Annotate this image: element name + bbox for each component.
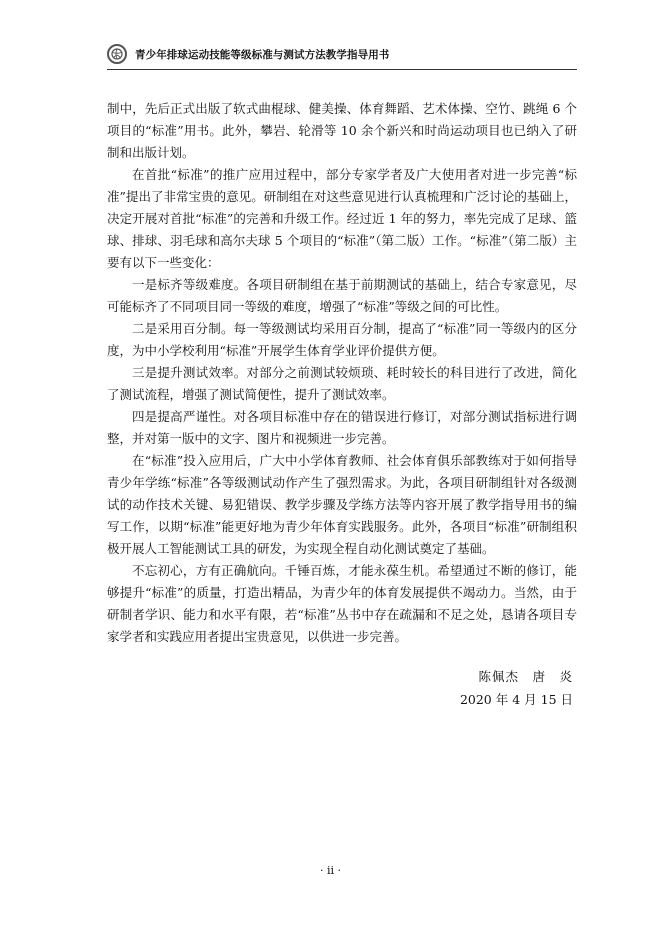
paragraph: 一是标齐等级难度。各项目研制组在基于前期测试的基础上，结合专家意见，尽可能标齐了不同项目同一等级的难度，增强了“标准”等级之间的可比性。: [107, 277, 577, 314]
volleyball-logo-icon: [107, 44, 127, 64]
signature-block: [460, 665, 573, 711]
page-number: · ii ·: [319, 864, 342, 877]
paragraph: 制中，先后正式出版了软式曲棍球、健美操、体育舞蹈、艺术体操、空竹、跳绳 6 个项目的“标准”用书。此外，攀岩、轮滑等 10 余个新兴和时尚运动项目也已纳入了研制和出版计划。: [107, 101, 577, 160]
paragraph: 二是采用百分制。每一等级测试均采用百分制，提高了“标准”同一等级内的区分度，为中小学校利用“标准”开展学生体育学业评价提供方便。: [107, 321, 577, 358]
paragraph: 在首批“标准”的推广应用过程中，部分专家学者及广大使用者对进一步完善“标准”提出了非常宝贵的意见。研制组在对这些意见进行认真梳理和广泛讨论的基础上，决定开展对首批“标准”的完善和升级工作。经过近 1 年的努力，率先完成了足球、篮球、排球、羽毛球和高尔夫球 5 个项目的“标准”（第二版）工作。“标准”（第二版）主要有以下一些变化：: [107, 167, 577, 270]
preface-body: [107, 98, 577, 648]
header-title: 青少年排球运动技能等级标准与测试方法教学指导用书: [135, 48, 390, 61]
author-names: 陈佩杰 唐 炎: [478, 669, 573, 684]
paragraph: 不忘初心，方有正确航向。千锤百炼，才能永葆生机。希望通过不断的修订，能够提升“标准”的质量，打造出精品，为青少年的体育发展提供不竭动力。当然，由于研制者学识、能力和水平有限，若“标准”丛书中存在疏漏和不足之处，恳请各项目专家学者和实践应用者提出宝贵意见，以供进一步完善。: [107, 563, 577, 644]
paragraph: 在“标准”投入应用后，广大中小学体育教师、社会体育俱乐部教练对于如何指导青少年学练“标准”各等级测试动作产生了强烈需求。为此，各项目研制组针对各级测试的动作技术关键、易犯错误、教学步骤及学练方法等内容开展了教学指导用书的编写工作，以期“标准”能更好地为青少年体育实践服务。此外，各项目“标准”研制组积极开展人工智能测试工具的研发，为实现全程自动化测试奠定了基础。: [107, 453, 577, 556]
paragraph: 三是提升测试效率。对部分之前测试较烦琐、耗时较长的科目进行了改进，简化了测试流程，增强了测试简便性，提升了测试效率。: [107, 365, 577, 402]
paragraph: 四是提高严谨性。对各项目标准中存在的错误进行修订，对部分测试指标进行调整，并对第一版中的文字、图片和视频进一步完善。: [107, 409, 577, 446]
header-divider: [107, 69, 577, 70]
running-header: [107, 40, 577, 68]
signature-date: 2020 年 4 月 15 日: [459, 692, 573, 707]
